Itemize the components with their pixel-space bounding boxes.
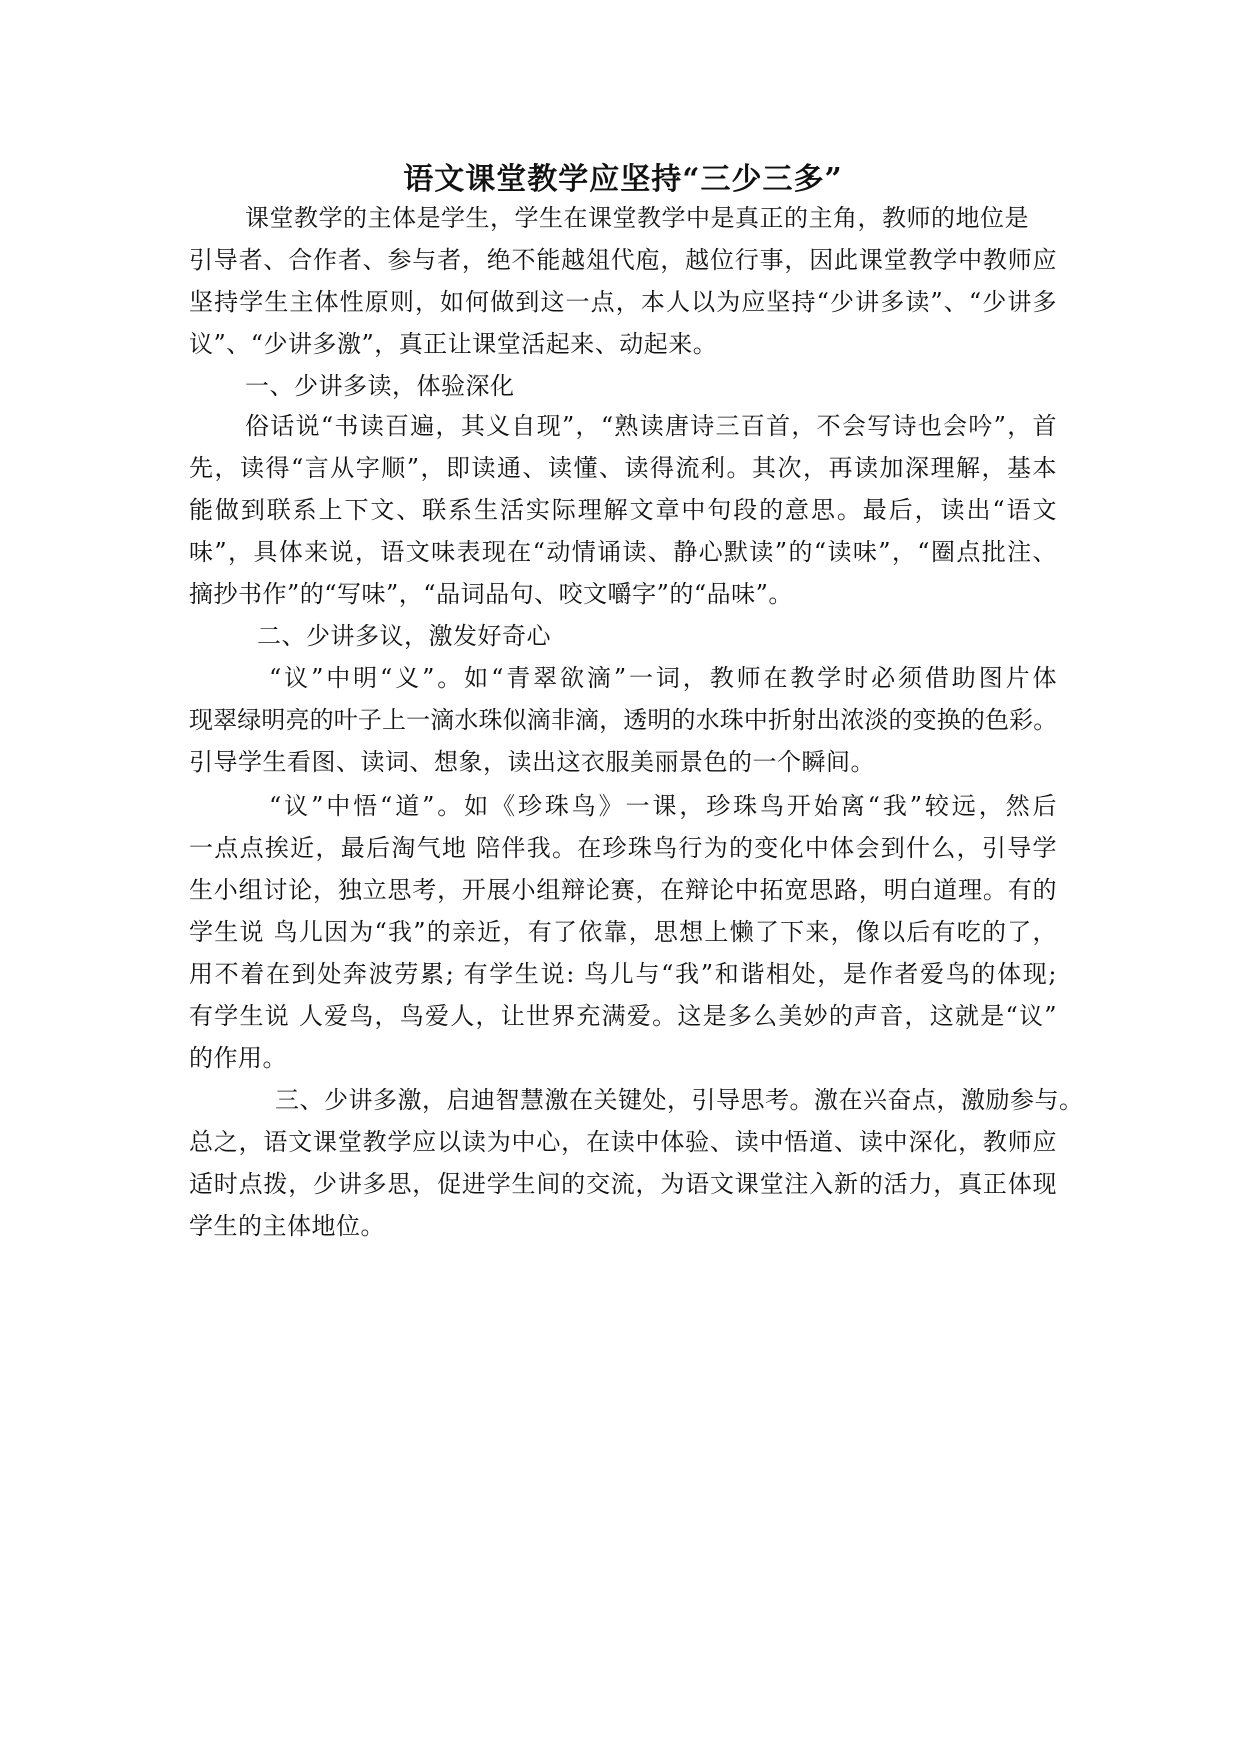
paragraph-line: 俗话说“书读百遍，其义自现”，“熟读唐诗三百首，不会写诗也会吟”，首	[245, 412, 1057, 440]
document-title: 语文课堂教学应坚持“三少三多”	[403, 162, 843, 197]
paragraph-line: 摘抄书作”的“写味”，“品词品句、咬文嚼字”的“品味”。	[189, 580, 793, 608]
paragraph-line: 生小组讨论，独立思考，开展小组辩论赛，在辩论中拓宽思路，明白道理。有的	[189, 876, 1057, 904]
paragraph-line: 学生说 鸟儿因为“我”的亲近，有了依靠，思想上懒了下来，像以后有吃的了，	[189, 918, 1057, 946]
paragraph-line: 坚持学生主体性原则，如何做到这一点，本人以为应坚持“少讲多读”、“少讲多	[189, 288, 1057, 316]
paragraph-line: 一点点挨近，最后淘气地 陪伴我。在珍珠鸟行为的变化中体会到什么，引导学	[189, 834, 1057, 862]
document-page	[189, 0, 1084, 1754]
section-heading: 二、少讲多议，激发好奇心	[257, 622, 551, 650]
paragraph-line: “议”中悟“道”。如《珍珠鸟》一课，珍珠鸟开始离“我”较远，然后	[269, 792, 1057, 820]
paragraph-line: 引导学生看图、读词、想象，读出这衣服美丽景色的一个瞬间。	[189, 748, 875, 776]
section-heading: 一、少讲多读，体验深化	[245, 372, 515, 400]
paragraph-line: 学生的主体地位。	[189, 1212, 385, 1240]
paragraph-line: 议”、“少讲多激”，真正让课堂活起来、动起来。	[189, 330, 718, 358]
paragraph-line: 三、少讲多激，启迪智慧激在关键处，引导思考。激在兴奋点，激励参与。	[275, 1086, 1084, 1114]
paragraph-line: “议”中明“义”。如“青翠欲滴”一词，教师在教学时必须借助图片体	[269, 664, 1057, 692]
paragraph-line: 有学生说 人爱鸟，鸟爱人，让世界充满爱。这是多么美妙的声音，这就是“议”	[189, 1002, 1057, 1030]
paragraph-line: 适时点拨，少讲多思，促进学生间的交流，为语文课堂注入新的活力，真正体现	[189, 1170, 1057, 1198]
paragraph-line: 的作用。	[189, 1044, 287, 1072]
paragraph-line: 总之，语文课堂教学应以读为中心，在读中体验、读中悟道、读中深化，教师应	[189, 1128, 1057, 1156]
paragraph-line: 能做到联系上下文、联系生活实际理解文章中句段的意思。最后，读出“语文	[189, 496, 1057, 524]
paragraph-line: 用不着在到处奔波劳累; 有学生说: 鸟儿与“我”和谐相处，是作者爱鸟的体现;	[189, 960, 1057, 988]
paragraph-line: 引导者、合作者、参与者，绝不能越俎代庖，越位行事，因此课堂教学中教师应	[189, 246, 1057, 274]
paragraph-line: 味”，具体来说，语文味表现在“动情诵读、静心默读”的“读味”，“圈点批注、	[189, 538, 1057, 566]
paragraph-line: 课堂教学的主体是学生，学生在课堂教学中是真正的主角，教师的地位是	[245, 204, 1029, 232]
paragraph-line: 现翠绿明亮的叶子上一滴水珠似滴非滴，透明的水珠中折射出浓淡的变换的色彩。	[189, 706, 1057, 734]
paragraph-line: 先，读得“言从字顺”，即读通、读懂、读得流利。其次，再读加深理解，基本	[189, 454, 1057, 482]
